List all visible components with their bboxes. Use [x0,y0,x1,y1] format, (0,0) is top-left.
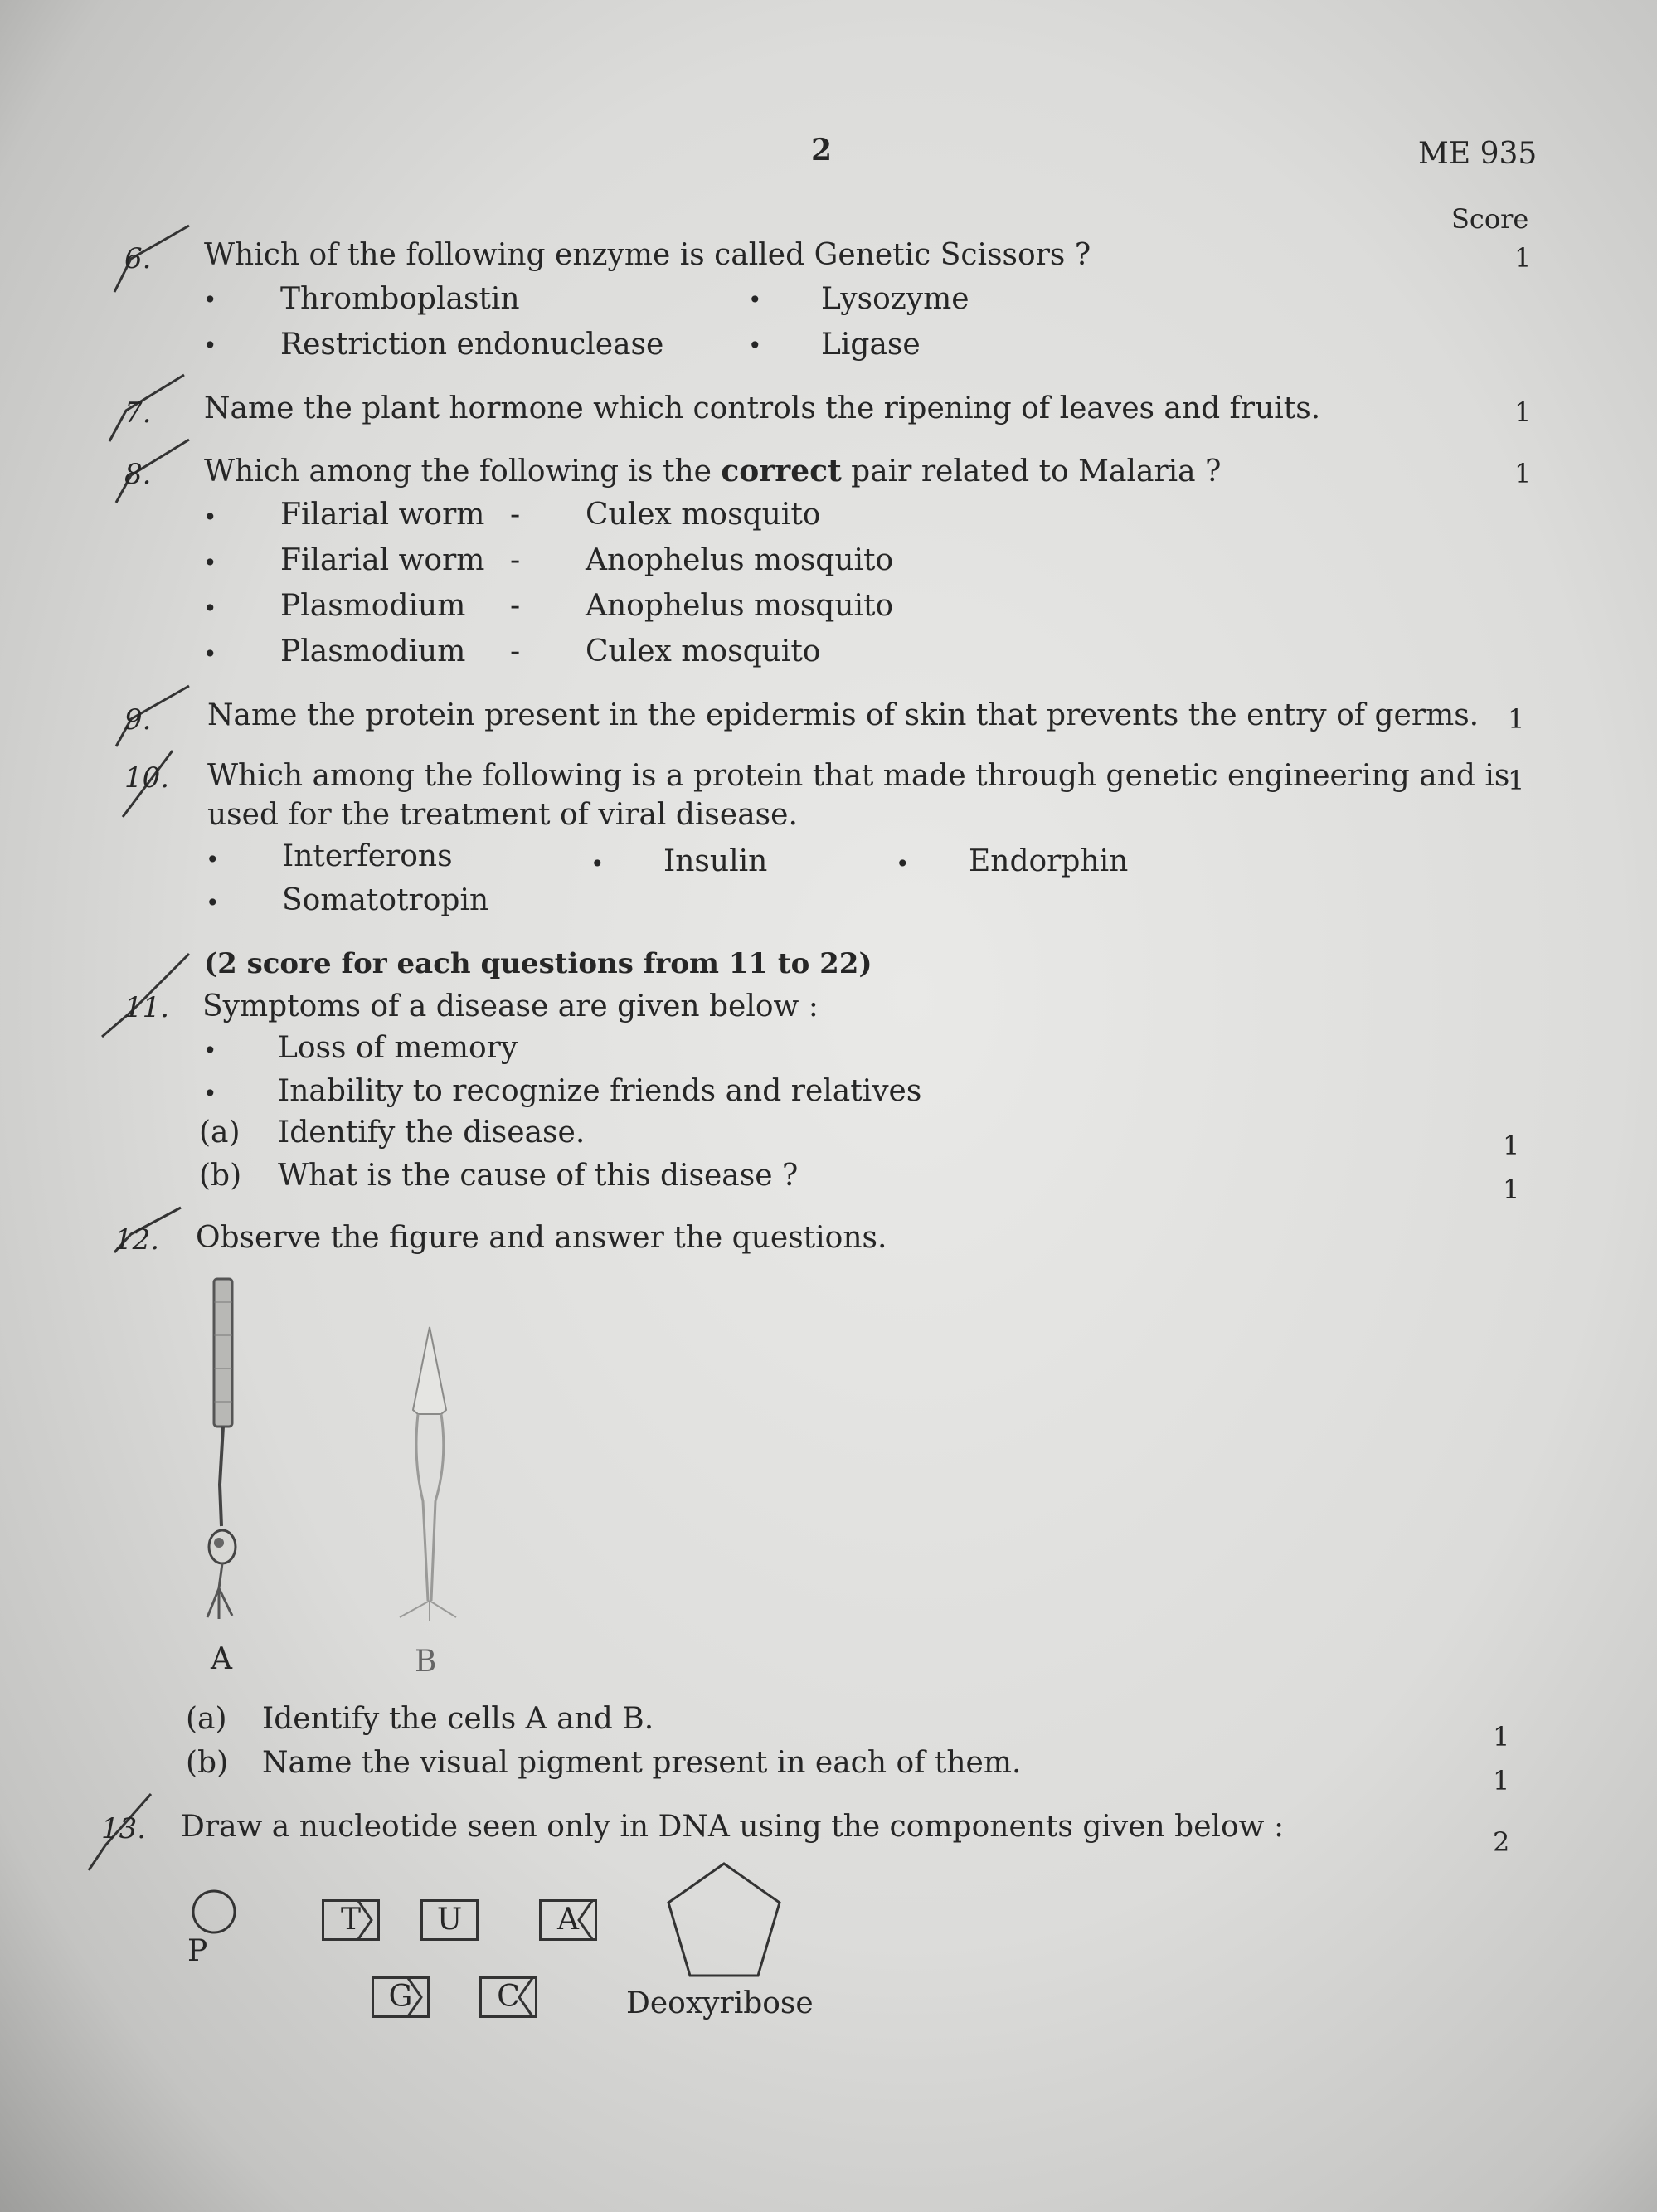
question-number: 13. [101,1812,147,1845]
cone-cell-b [400,1327,456,1621]
pair-dash: - [510,589,521,623]
base-t-box: T [322,1899,380,1941]
score-column-label: Score [1451,203,1529,235]
part-text: Identify the disease. [278,1116,586,1150]
bullet: • [203,1080,217,1107]
base-a-notch [572,1899,597,1941]
page-number: 2 [811,133,833,168]
option: Ligase [821,328,921,362]
base-g-box: G [372,1976,430,2018]
base-a-box: A [539,1899,597,1941]
question-number: 8. [124,458,152,491]
phosphate-label: P [187,1934,208,1968]
pair-right: Culex mosquito [586,498,821,532]
question-text-b: pair related to Malaria ? [841,455,1222,489]
question-text: Name the plant hormone which controls the ripening of leaves and fruits. [204,391,1321,425]
question-number: 7. [124,396,152,430]
part-label: (a) [186,1702,227,1736]
base-u-box: U [420,1899,479,1941]
base-t-notch [355,1899,380,1941]
score: 1 [1508,765,1525,796]
option: Thromboplastin [280,282,520,316]
question-text-line1: Which among the following is a protein that made through genetic engineering and is [207,759,1510,793]
option: Restriction endonuclease [280,328,664,362]
question-text-a: Which among the following is the [204,455,722,489]
option: Interferons [282,839,453,873]
pair-left: Plasmodium [280,634,466,668]
question-text: Which of the following enzyme is called Genetic Scissors ? [204,238,1091,272]
score: 1 [1514,458,1532,489]
score: 1 [1514,396,1532,428]
bullet: • [203,549,217,576]
figure-label-b: B [415,1645,437,1679]
bullet: • [590,850,605,878]
bullet: • [203,640,217,668]
rod-cell-a [207,1279,236,1619]
base-c-notch [513,1976,537,2018]
part-label: (b) [199,1159,242,1193]
score: 1 [1493,1765,1510,1796]
pair-left: Filarial worm [280,498,485,532]
deoxyribose-pentagon-icon [662,1860,786,1984]
score: 2 [1493,1826,1510,1858]
score: 1 [1508,703,1525,735]
part-label: (b) [186,1746,229,1780]
question-number: 11. [124,991,170,1024]
exam-code: ME 935 [1418,137,1538,171]
question-text-line2: used for the treatment of viral disease. [207,798,798,832]
question-text-bold: correct [721,454,842,489]
part-label: (a) [199,1116,241,1150]
score: 1 [1503,1174,1520,1205]
checkmark-icon [106,430,197,513]
checkmark-icon [106,217,197,300]
option: Lysozyme [821,282,969,316]
sugar-label: Deoxyribose [626,1986,814,2020]
pair-left: Plasmodium [280,589,466,623]
option: Somatotropin [282,883,489,917]
bullet: • [203,332,217,359]
bullet: • [203,1037,217,1064]
score: 1 [1493,1721,1510,1753]
retina-cells-figure [182,1269,498,1642]
question-number: 12. [114,1223,160,1257]
option: Endorphin [969,844,1129,878]
part-text: What is the cause of this disease ? [278,1159,799,1193]
pair-right: Anophelus mosquito [586,543,894,577]
score: 1 [1514,242,1532,274]
question-number: 10. [124,761,170,795]
pair-dash: - [510,634,521,668]
base-g-notch [405,1976,430,2018]
pair-right: Culex mosquito [586,634,821,668]
pair-dash: - [510,543,521,577]
base-c-box: C [479,1976,537,2018]
bullet: • [748,332,762,359]
question-text: Observe the figure and answer the questions. [196,1221,887,1255]
bullet: • [203,503,217,531]
pair-dash: - [510,498,521,532]
figure-label-a: A [211,1642,232,1676]
question-text [204,454,1221,489]
bullet: • [896,850,910,878]
option: Insulin [663,844,768,878]
bullet: • [203,286,217,314]
symptom: Loss of memory [278,1031,518,1065]
question-text: Draw a nucleotide seen only in DNA using the components given below : [181,1810,1285,1844]
section-note: (2 score for each questions from 11 to 22) [204,947,872,980]
question-text: Name the protein present in the epidermis of skin that prevents the entry of germs. [207,698,1480,732]
part-text: Identify the cells A and B. [262,1702,654,1736]
bullet: • [203,595,217,622]
symptom: Inability to recognize friends and relatives [278,1074,922,1108]
bullet: • [206,889,220,916]
pair-left: Filarial worm [280,543,485,577]
bullet: • [748,286,762,314]
question-number: 9. [124,703,152,737]
phosphate-circle-icon [189,1887,239,1937]
part-text: Name the visual pigment present in each of them. [262,1746,1022,1780]
question-number: 6. [124,242,152,275]
question-text: Symptoms of a disease are given below : [202,989,819,1023]
bullet: • [206,846,220,873]
pair-right: Anophelus mosquito [586,589,894,623]
score: 1 [1503,1130,1520,1161]
